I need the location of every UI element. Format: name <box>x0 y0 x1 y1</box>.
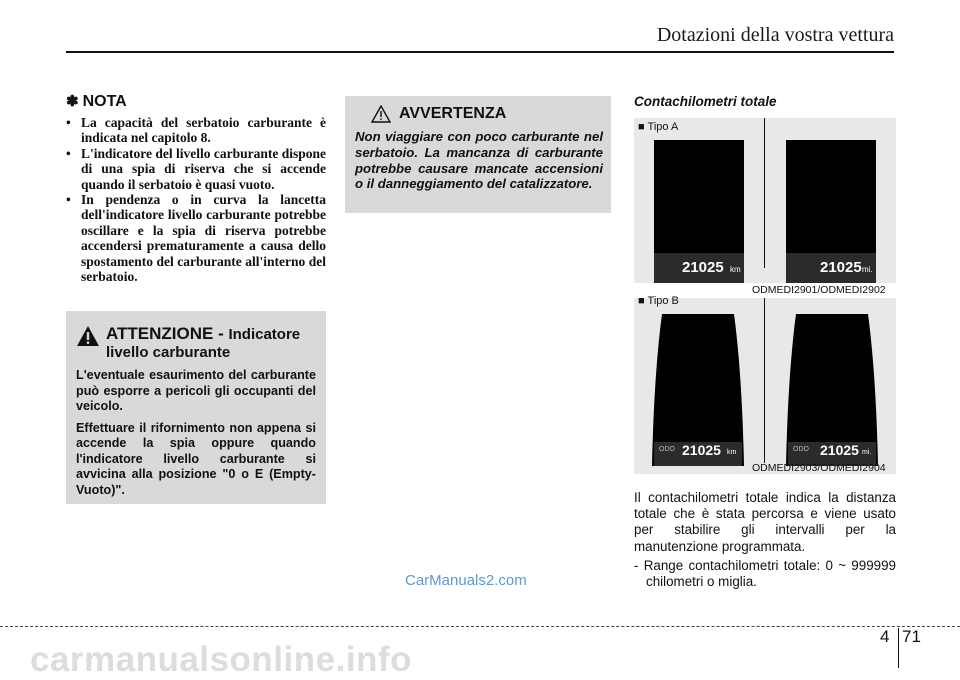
warning-title: AVVERTENZA <box>399 105 507 122</box>
warning-heading <box>371 105 603 123</box>
odometer-reading: 21025 <box>820 442 859 458</box>
cluster-screen-km <box>654 140 744 283</box>
running-header: Dotazioni della vostra vettura <box>656 24 894 46</box>
odometer-description <box>634 490 896 593</box>
note-title: NOTA <box>82 93 127 110</box>
caution-paragraph: Effettuare il rifornimento non appena si accende la spia oppure quando l'indicatore livello carburante si avvicina alla posizione "0 o E (Empty-Vuoto)". <box>76 420 316 497</box>
odometer-figure-type-b <box>634 295 896 474</box>
header-rule <box>66 51 894 53</box>
note-list <box>66 115 326 284</box>
footer-rule <box>0 626 960 627</box>
site-watermark: CarManuals2.com <box>405 572 527 589</box>
odometer-display <box>654 253 744 283</box>
chapter-number: 4 <box>880 627 890 646</box>
caution-heading <box>76 325 316 362</box>
odometer-reading: 21025 <box>682 259 724 276</box>
cluster-screen-miles <box>786 140 876 283</box>
odometer-paragraph: Il contachilometri totale indica la distanza totale che è stata percorsa e viene usato per stabilire gli intervalli per la manutenzione programmata. <box>634 490 896 554</box>
odometer-section-title: Contachilometri totale <box>634 94 777 109</box>
square-bullet-icon: ■ <box>638 121 645 133</box>
caution-title <box>106 325 316 362</box>
caution-box <box>66 311 326 504</box>
odometer-display <box>786 253 876 283</box>
footer-watermark: carmanualsonline.info <box>30 640 412 679</box>
odo-label: ODO <box>793 446 809 453</box>
odometer-reading: 21025 <box>682 442 721 458</box>
caution-title-main: ATTENZIONE - <box>106 324 229 343</box>
odometer-unit: km <box>727 449 737 456</box>
warning-box <box>345 96 611 213</box>
odometer-unit: mi. <box>862 265 873 274</box>
square-bullet-icon: ■ <box>638 295 645 307</box>
type-a-label-text: Tipo A <box>647 121 679 133</box>
odometer-reading: 21025 <box>820 259 862 276</box>
note-bullet: • In pendenza o in curva la lancetta dell'indicatore livello carburante potrebbe oscillare e la spia di riserva potrebbe accendersi prematuramente a causa dello spostamento del carburante all'interno del serbatoio. <box>66 192 326 284</box>
asterisk-icon: ✽ <box>66 93 79 110</box>
caution-paragraph: L'eventuale esaurimento del carburante può esporre a pericoli gli occupanti del veicolo. <box>76 368 316 413</box>
caution-subtitle: Indicatore livello carburante <box>106 326 301 361</box>
figure-divider <box>764 298 765 463</box>
odo-label: ODO <box>659 446 675 453</box>
odometer-unit: mi. <box>862 449 872 456</box>
type-a-label <box>638 121 678 133</box>
warning-triangle-icon <box>76 325 100 347</box>
page-separator <box>898 628 899 668</box>
warning-text: Non viaggiare con poco carburante nel serbatoio. La mancanza di carburante potrebbe causare mancate accensioni o il danneggiamento del catalizzatore. <box>355 129 603 192</box>
page-number: 71 <box>902 627 921 646</box>
note-heading <box>66 92 326 111</box>
figure-code-a: ODMEDI2901/ODMEDI2902 <box>752 284 886 296</box>
note-block <box>66 92 326 284</box>
odometer-range: - Range contachilometri totale: 0 ~ 999999 chilometri o miglia. <box>634 557 896 590</box>
note-bullet: • L'indicatore del livello carburante dispone di una spia di riserva che si accende quando il serbatoio è quasi vuoto. <box>66 146 326 192</box>
type-b-label-text: Tipo B <box>647 295 679 307</box>
odometer-unit: km <box>730 265 741 274</box>
note-bullet: • La capacità del serbatoio carburante è indicata nel capitolo 8. <box>66 115 326 146</box>
warning-triangle-outline-icon <box>371 105 391 123</box>
figure-divider <box>764 118 765 268</box>
figure-code-b: ODMEDI2903/ODMEDI2904 <box>752 462 886 474</box>
odometer-figure-type-a <box>634 118 896 283</box>
type-b-label <box>638 295 679 307</box>
